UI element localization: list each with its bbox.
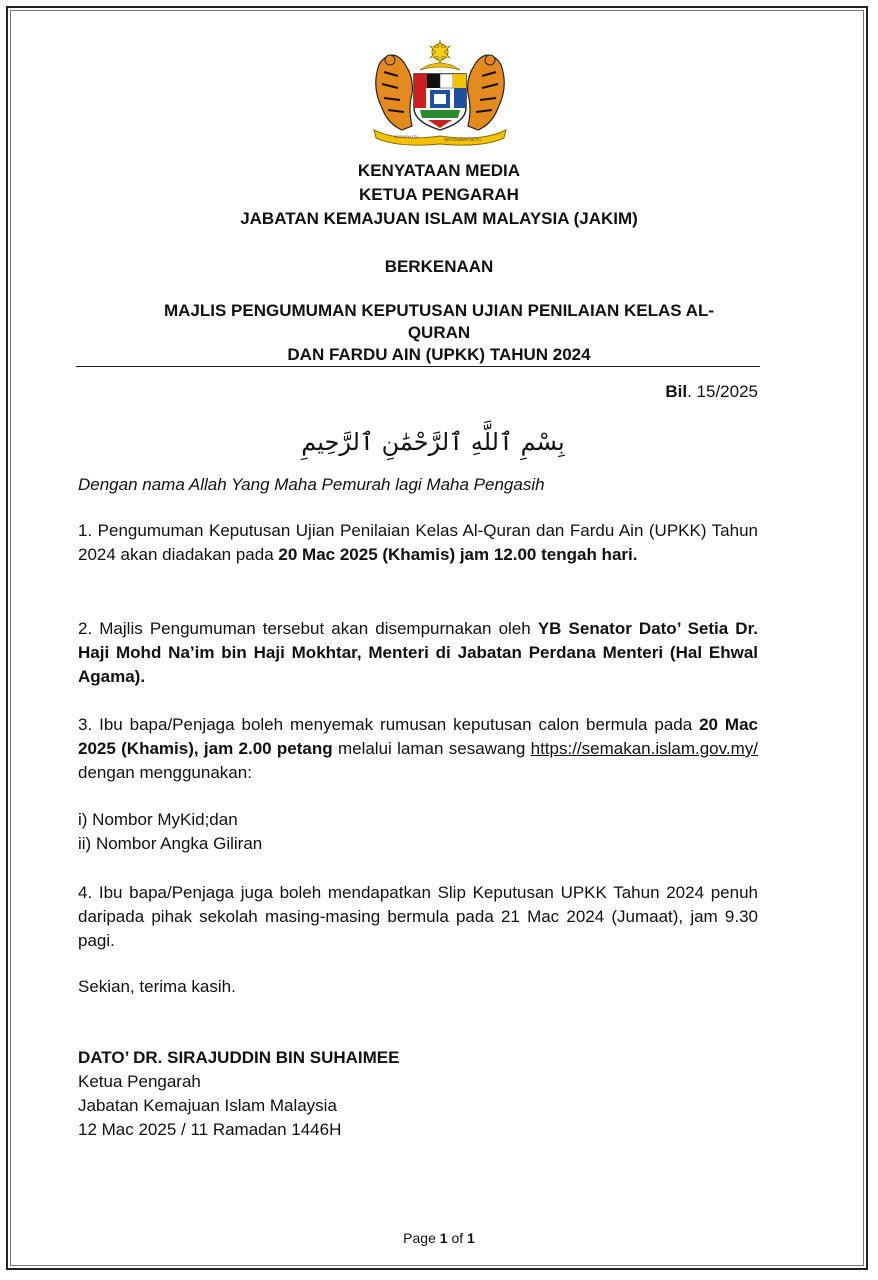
page-number-footer bbox=[0, 1230, 878, 1246]
document-heading bbox=[0, 159, 878, 231]
opening-phrase: Dengan nama Allah Yang Maha Pemurah lagi Maha Pengasih bbox=[78, 475, 545, 494]
of-word: of bbox=[451, 1230, 464, 1246]
paragraph-4: 4. Ibu bapa/Penjaga juga boleh mendapatkan Slip Keputusan UPKK Tahun 2024 penuh daripada pihak sekolah masing-masing bermula pada 21 Mac 2024 (Jumaat), jam 9.30 pagi. bbox=[78, 883, 758, 950]
signatory-name: DATO’ DR. SIRAJUDDIN BIN SUHAIMEE bbox=[78, 1048, 400, 1067]
reference-number bbox=[665, 382, 758, 402]
crest-star bbox=[430, 40, 450, 64]
page-current: 1 bbox=[439, 1230, 448, 1246]
crest-shield bbox=[414, 74, 466, 130]
statement-date: 12 Mac 2025 / 11 Ramadan 1446H bbox=[78, 1120, 342, 1139]
signature-block bbox=[78, 1046, 758, 1142]
page-word: Page bbox=[403, 1230, 436, 1246]
crest-tiger-right bbox=[468, 55, 505, 130]
crest-crescent bbox=[420, 63, 460, 70]
basmalah-calligraphy bbox=[301, 410, 565, 470]
paragraph-1-date: 20 Mac 2025 (Khamis) jam 12.00 tengah hari. bbox=[278, 545, 638, 564]
paragraph-3-date: 20 Mac 2025 (Khamis), jam 2.00 petang bbox=[78, 715, 758, 758]
list-item: ii) Nombor Angka Giliran bbox=[78, 834, 263, 853]
heading-media-statement: KENYATAAN MEDIA bbox=[357, 161, 521, 180]
list-item: i) Nombor MyKid;dan bbox=[78, 810, 238, 829]
paragraph-3-text2: melalui laman sesawang bbox=[332, 739, 531, 758]
paragraph-2 bbox=[78, 617, 758, 689]
paragraph-1-text: 1. Pengumuman Keputusan Ujian Penilaian Kelas Al-Quran dan Fardu Ain (UPKK) Tahun 2024 akan diadakan pada bbox=[78, 521, 758, 564]
subject-title-line1: MAJLIS PENGUMUMAN KEPUTUSAN UJIAN PENILAIAN KELAS AL- bbox=[163, 301, 714, 320]
reference-value: . 15/2025 bbox=[687, 382, 758, 401]
paragraph-2-officiant: YB Senator Dato’ Setia Dr. Haji Mohd Na’im bin Haji Mokhtar, Menteri di Jabatan Perdana Menteri (Hal Ehwal Agama). bbox=[78, 619, 758, 686]
closing-phrase: Sekian, terima kasih. bbox=[78, 977, 236, 996]
crest-motto-right: BERTAMBAH MUTU bbox=[444, 137, 482, 142]
page-total: 1 bbox=[467, 1230, 475, 1246]
reference-prefix: Bil bbox=[665, 382, 688, 401]
subject-title-line2: QURAN bbox=[407, 323, 471, 342]
signatory-title: Ketua Pengarah bbox=[78, 1072, 201, 1091]
paragraph-1 bbox=[78, 519, 758, 567]
paragraph-3 bbox=[78, 713, 758, 785]
paragraph-3-text: 3. Ibu bapa/Penjaga boleh menyemak rumusan keputusan calon bermula pada bbox=[78, 715, 700, 734]
header-divider bbox=[76, 366, 760, 367]
crest-motto-left: BERSEKUTU bbox=[394, 134, 419, 139]
paragraph-2-text: 2. Majlis Pengumuman tersebut akan disempurnakan oleh bbox=[78, 619, 538, 638]
subject-label: BERKENAAN bbox=[384, 257, 494, 276]
subject-title-line3: DAN FARDU AIN (UPKK) TAHUN 2024 bbox=[287, 345, 591, 364]
basmalah-text: بِسْمِ ٱللَّهِ ٱلرَّحْمَٰنِ ٱلرَّحِيمِ bbox=[301, 428, 565, 456]
crest-tiger-left bbox=[376, 55, 413, 130]
requirements-list bbox=[78, 808, 758, 856]
signatory-department: Jabatan Kemajuan Islam Malaysia bbox=[78, 1096, 337, 1115]
subject-title bbox=[0, 300, 878, 366]
crest-ribbon bbox=[374, 130, 506, 145]
paragraph-3-text3: dengan menggunakan: bbox=[78, 763, 252, 782]
heading-director-general: KETUA PENGARAH bbox=[359, 185, 519, 204]
coat-of-arms-logo bbox=[368, 38, 512, 146]
heading-department: JABATAN KEMAJUAN ISLAM MALAYSIA (JAKIM) bbox=[240, 209, 638, 228]
semakan-link[interactable]: https://semakan.islam.gov.my/ bbox=[530, 739, 758, 758]
